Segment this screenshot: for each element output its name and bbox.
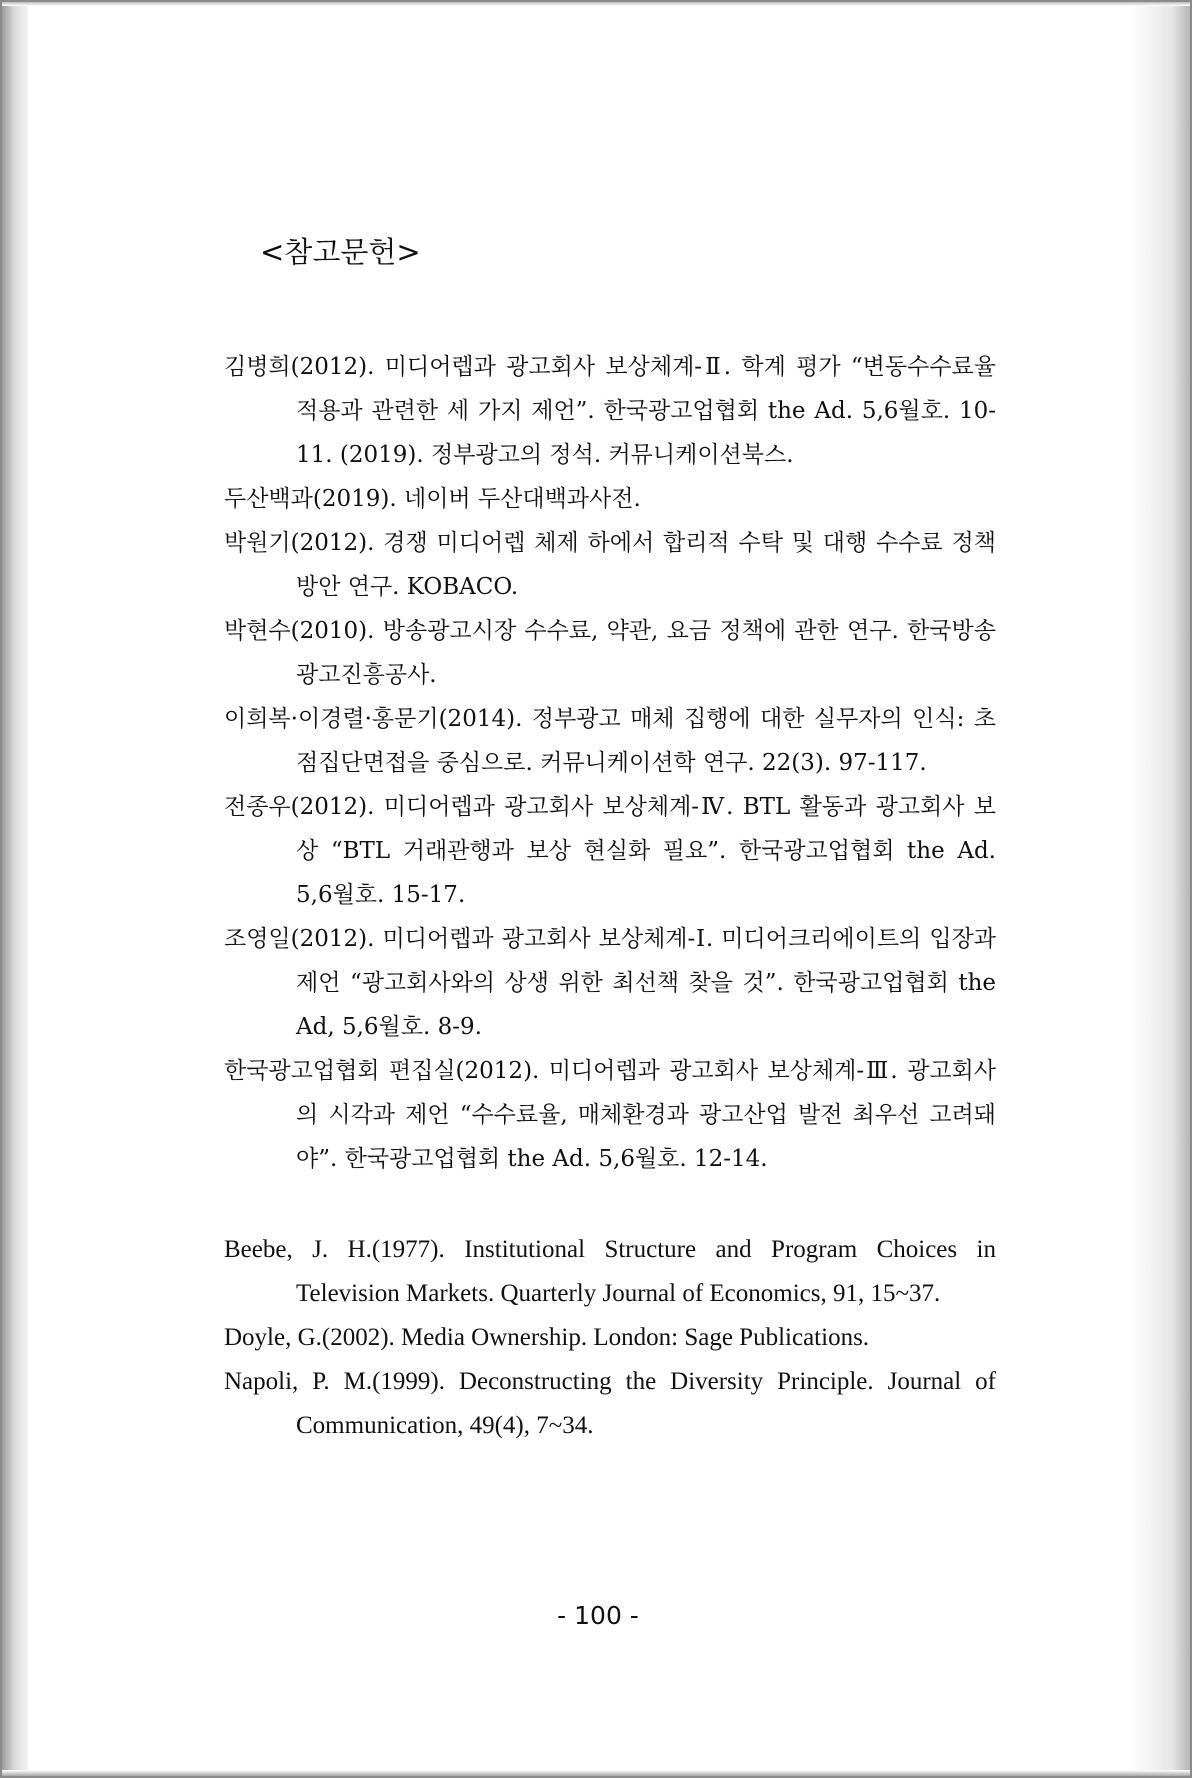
page-number: - 100 -	[557, 1601, 639, 1630]
english-reference-list	[224, 1228, 996, 1448]
reference-item: 전종우(2012). 미디어렙과 광고회사 보상체계-Ⅳ. BTL 활동과 광고회사 보상 “BTL 거래관행과 보상 현실화 필요”. 한국광고업협회 the Ad. 5,6월호. 15-17.	[224, 794, 996, 908]
reference-item: Beebe, J. H.(1977). Institutional Structure and Program Choices in Television Markets. Quarterly Journal of Economics, 91, 15~37.	[224, 1236, 996, 1307]
references-heading: <참고문헌>	[260, 235, 421, 269]
korean-reference-list	[224, 345, 996, 1181]
reference-item: Doyle, G.(2002). Media Ownership. London: Sage Publications.	[224, 1324, 870, 1351]
reference-item: 조영일(2012). 미디어렙과 광고회사 보상체계-Ⅰ. 미디어크리에이트의 입장과 제언 “광고회사와의 상생 위한 최선책 찾을 것”. 한국광고업협회 the Ad, 5,6월호. 8-9.	[224, 926, 996, 1040]
reference-item: 김병희(2012). 미디어렙과 광고회사 보상체계-Ⅱ. 학계 평가 “변동수수료율 적용과 관련한 세 가지 제언”. 한국광고업협회 the Ad. 5,6월호. 10-11. (2019). 정부광고의 정석. 커뮤니케이션북스.	[224, 354, 996, 468]
page-spine-shadow	[2, 2, 28, 1778]
page-top-edge	[2, 2, 1192, 6]
reference-item: 박원기(2012). 경쟁 미디어렙 체제 하에서 합리적 수탁 및 대행 수수료 정책 방안 연구. KOBACO.	[224, 530, 996, 600]
reference-item: Napoli, P. M.(1999). Deconstructing the Diversity Principle. Journal of Communication, 49(4), 7~34.	[224, 1368, 996, 1439]
reference-item: 이희복·이경렬·홍문기(2014). 정부광고 매체 집행에 대한 실무자의 인식: 초점집단면접을 중심으로. 커뮤니케이션학 연구. 22(3). 97-117.	[224, 706, 996, 776]
page-bottom-edge	[2, 1770, 1192, 1776]
reference-item: 두산백과(2019). 네이버 두산대백과사전.	[224, 486, 641, 512]
page-edge-shadow	[1130, 2, 1190, 1778]
reference-item: 박현수(2010). 방송광고시장 수수료, 약관, 요금 정책에 관한 연구. 한국방송광고진흥공사.	[224, 618, 996, 688]
reference-item: 한국광고업협회 편집실(2012). 미디어렙과 광고회사 보상체계-Ⅲ. 광고회사의 시각과 제언 “수수료율, 매체환경과 광고산업 발전 최우선 고려돼야”. 한국광고업협회 the Ad. 5,6월호. 12-14.	[224, 1058, 996, 1172]
